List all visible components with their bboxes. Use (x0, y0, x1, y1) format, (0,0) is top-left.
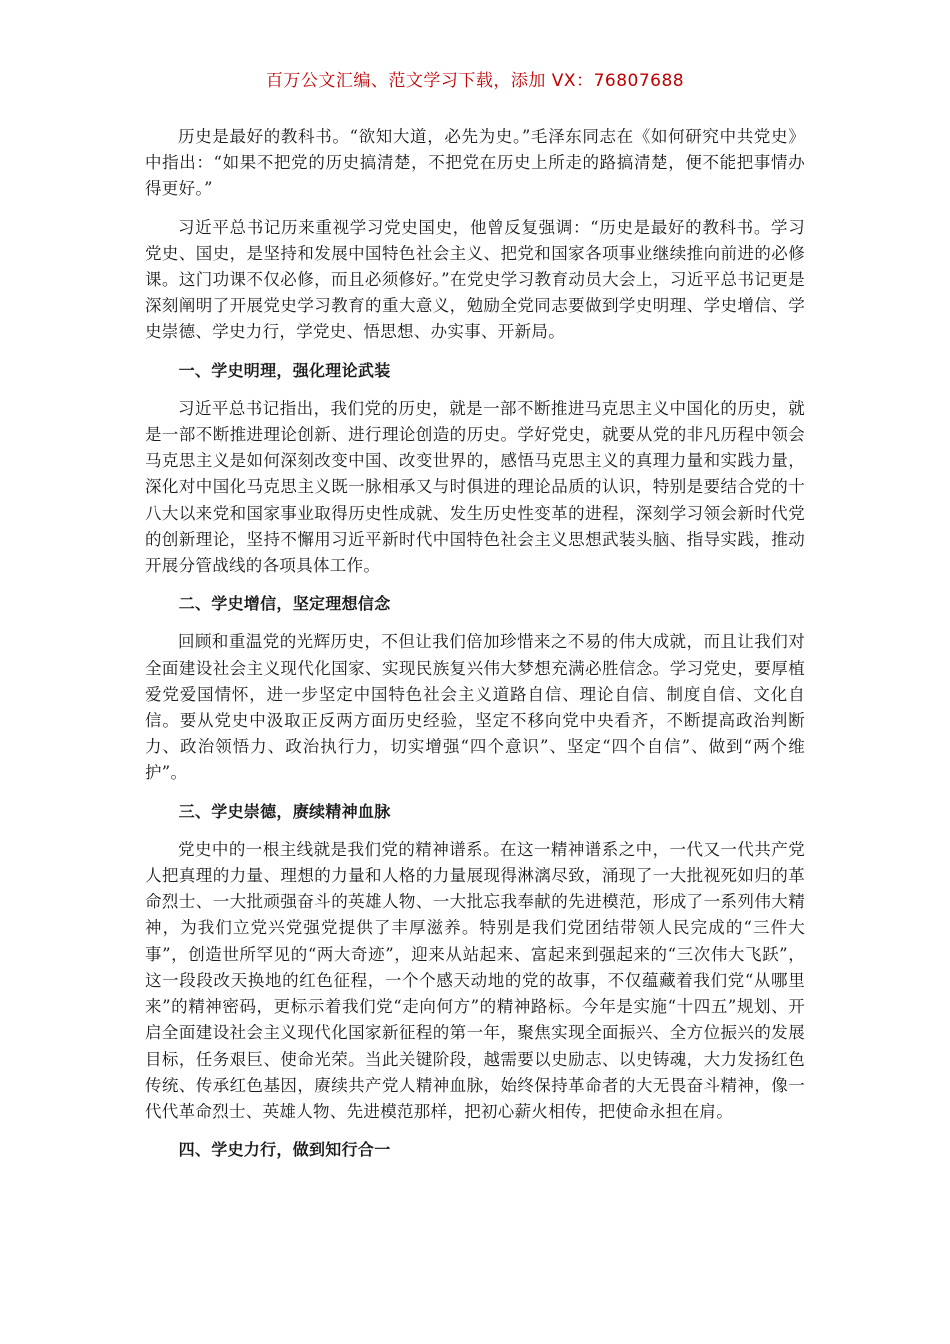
header-banner: 百万公文汇编、范文学习下载，添加 VX：76807688 (265, 71, 685, 91)
section-heading-4: 四、学史力行，做到知行合一 (178, 1140, 391, 1160)
paragraph-section-2: 回顾和重温党的光辉历史，不但让我们倍加珍惜来之不易的伟大成就，而且让我们对全面建设社会主义现代化国家、实现民族复兴伟大梦想充满必胜信念。学习党史，要厚植爱党爱国情怀，进一步坚定中国特色社会主义道路自信、理论自信、制度自信、文化自信。要从党史中汲取正反两方面历史经验，坚定不移向党中央看齐，不断提高政治判断力、政治领悟力、政治执行力，切实增强“四个意识”、坚定“四个自信”、做到“两个维护”。 (145, 632, 805, 783)
section-heading-1: 一、学史明理，强化理论武装 (178, 360, 391, 380)
paragraph-section-1: 习近平总书记指出，我们党的历史，就是一部不断推进马克思主义中国化的历史，就是一部不断推进理论创新、进行理论创造的历史。学好党史，就要从党的非凡历程中领会马克思主义是如何深刻改变中国、改变世界的，感悟马克思主义的真理力量和实践力量，深化对中国化马克思主义既一脉相承又与时俱进的理论品质的认识，特别是要结合党的十八大以来党和国家事业取得历史性成就、发生历史性变革的进程，深刻学习领会新时代党的创新理论，坚持不懈用习近平新时代中国特色社会主义思想武装头脑、指导实践，推动开展分管战线的各项具体工作。 (145, 398, 805, 576)
paragraph-intro-1: 历史是最好的教科书。“欲知大道，必先为史。”毛泽东同志在《如何研究中共党史》中指出：“如果不把党的历史搞清楚，不把党在历史上所走的路搞清楚，便不能把事情办得更好。” (145, 127, 805, 199)
document-body (145, 124, 805, 1175)
section-heading-3: 三、学史崇德，赓续精神血脉 (178, 801, 391, 821)
section-heading-2: 二、学史增信，坚定理想信念 (178, 594, 391, 614)
paragraph-section-3: 党史中的一根主线就是我们党的精神谱系。在这一精神谱系之中，一代又一代共产党人把真理的力量、理想的力量和人格的力量展现得淋漓尽致，涌现了一大批视死如归的革命烈士、一大批顽强奋斗的英雄人物、一大批忘我奉献的先进模范，形成了一系列伟大精神，为我们立党兴党强党提供了丰厚滋养。特别是我们党团结带领人民完成的“三件大事”，创造世所罕见的“两大奇迹”，迎来从站起来、富起来到强起来的“三次伟大飞跃”，这一段段改天换地的红色征程，一个个感天动地的党的故事，不仅蕴藏着我们党“从哪里来”的精神密码，更标示着我们党“走向何方”的精神路标。今年是实施“十四五”规划、开启全面建设社会主义现代化国家新征程的第一年，聚焦实现全面振兴、全方位振兴的发展目标，任务艰巨、使命光荣。当此关键阶段，越需要以史励志、以史铸魂，大力发扬红色传统、传承红色基因，赓续共产党人精神血脉，始终保持革命者的大无畏奋斗精神，像一代代革命烈士、英雄人物、先进模范那样，把初心薪火相传，把使命永担在肩。 (145, 839, 805, 1121)
paragraph-intro-2: 习近平总书记历来重视学习党史国史，他曾反复强调：“历史是最好的教科书。学习党史、国史，是坚持和发展中国特色社会主义、把党和国家各项事业继续推向前进的必修课。这门功课不仅必修，而且必须修好。”在党史学习教育动员大会上，习近平总书记更是深刻阐明了开展党史学习教育的重大意义，勉励全党同志要做到学史明理、学史增信、学史崇德、学史力行，学党史、悟思想、办实事、开新局。 (145, 217, 805, 342)
